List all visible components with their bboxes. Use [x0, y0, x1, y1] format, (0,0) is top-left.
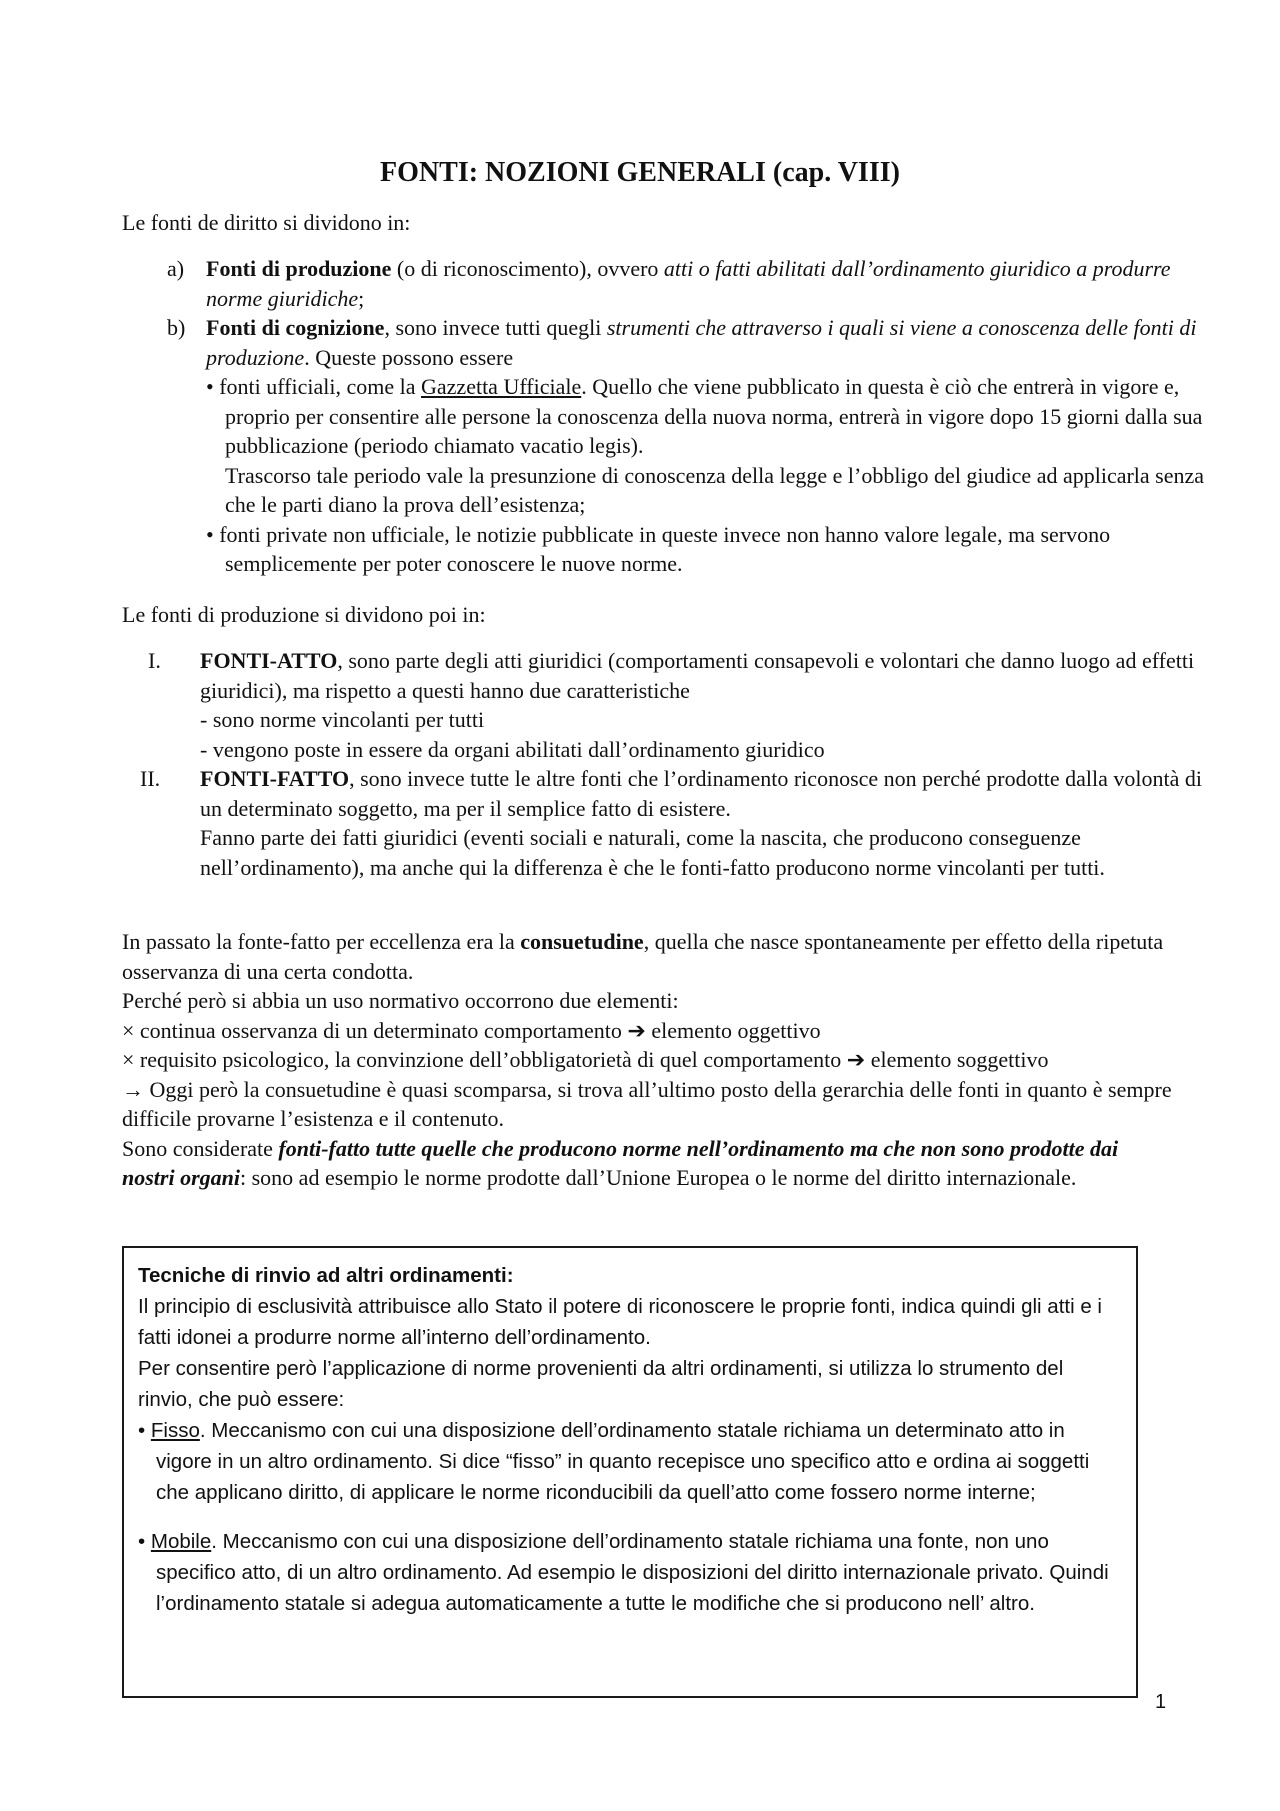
list-marker: I. [148, 648, 161, 673]
bullet-continuation: Trascorso tale periodo vale la presunzione di conoscenza della legge e l’obbligo del giudice ad applicarla senza che le parti diano la prova dell’esistenza; [225, 462, 1205, 517]
element-objective: × continua osservanza di un determinato comportamento ➔ elemento oggettivo [122, 1017, 821, 1043]
text-span: : sono ad esempio le norme prodotte dall’Unione Europea o le norme del diritto internazionale. [240, 1165, 1077, 1190]
text-span: Sono considerate [122, 1135, 279, 1161]
bullet-official-sources [206, 372, 1216, 461]
italic-span: strumenti che attraverso i quali si viene a conoscenza delle fonti di produzione [206, 315, 1197, 370]
text-span: , quella che nasce spontaneamente per effetto della ripetuta osservanza di una certa condotta. [122, 929, 1164, 984]
intro-text-2: Le fonti di produzione si dividono poi in: [122, 602, 486, 627]
bullet-marker: • [138, 1530, 151, 1553]
box-heading: Tecniche di rinvio ad altri ordinamenti: [138, 1264, 514, 1287]
term-bold: FONTI-ATTO [200, 648, 338, 673]
dash-item: - vengono poste in essere da organi abilitati dall’ordinamento giuridico [200, 736, 825, 762]
arrow-note: → Oggi però la consuetudine è quasi scomparsa, si trova all’ultimo posto della gerarchia delle fonti in quanto è sempre difficile provarne l’esistenza e il contenuto. [122, 1076, 1172, 1131]
paragraph-line: Perché però si abbia un uso normativo occorrono due elementi: [122, 988, 679, 1013]
text-span: , sono invece tutti quegli [384, 315, 607, 340]
bullet-fisso [138, 1415, 1123, 1508]
text-span: ; [358, 285, 365, 311]
paragraph-line [122, 1134, 1172, 1193]
box-paragraph: Il principio di esclusività attribuisce allo Stato il potere di riconoscere le proprie fonti, indica quindi gli atti e i fatti idonei a produrre norme all’interno dell’ordinamento. [138, 1295, 1102, 1349]
text-span: • fonti ufficiali, come la [206, 374, 422, 399]
bullet-mobile [138, 1526, 1123, 1619]
term-fisso: Fisso [150, 1419, 200, 1442]
text-span: . Meccanismo con cui una disposizione dell’ordinamento statale richiama un determinato atto in vigore in un altro ordinamento. Si dice “fisso” in quanto recepisce uno specifico atto e ordina ai soggetti che applicano diritto, di applicare le norme riconducibili da quell’atto come fossero norme interne; [156, 1419, 1090, 1504]
page-title: FONTI: NOZIONI GENERALI (cap. VIII) [380, 157, 900, 188]
bold-italic-span: fonti-fatto tutte quelle che producono norme nell’ordinamento ma che non sono prodotte dai nostri organi [122, 1135, 1119, 1190]
text-span: (o di riconoscimento), ovvero [391, 256, 664, 281]
text-span: . Queste possono essere [304, 344, 514, 370]
text-span: . Quello che viene pubblicato in questa è ciò che entrerà in vigore e, proprio per consentire alle persone la conoscenza della nuova norma, entrerà in vigore dopo 15 giorni dalla sua pubblicazione (periodo chiamato vacatio legis). [225, 374, 1203, 458]
term-mobile: Mobile [150, 1530, 212, 1553]
text-span: , sono invece tutte le altre fonti che l’ordinamento riconosce non perché prodotte dalla volontà di un determinato soggetto, ma per il semplice fatto di esistere. [200, 766, 1202, 821]
spacer [138, 1508, 1123, 1526]
page-number: 1 [1155, 1691, 1167, 1713]
bullet-marker: • [138, 1419, 151, 1442]
list-item-text [206, 254, 1216, 313]
list-marker: b) [167, 315, 186, 340]
consuetudine-section [122, 927, 1172, 1193]
rinvio-box [122, 1246, 1138, 1698]
term-bold: Fonti di cognizione [206, 315, 385, 340]
element-subjective: × requisito psicologico, la convinzione dell’obbligatorietà di quel comportamento ➔ elemento soggettivo [122, 1047, 1049, 1072]
dash-item: - sono norme vincolanti per tutti [200, 707, 485, 732]
text-span: In passato la fonte-fatto per eccellenza era la [122, 929, 521, 954]
text-span: . Meccanismo con cui una disposizione dell’ordinamento statale richiama una fonte, non uno specifico atto, di un altro ordinamento. Ad esempio le disposizioni del diritto internazionale privato. Quindi l’ordinamento statale si adegua automaticamente a tutte le modifiche che si producono nell’ altro. [156, 1530, 1109, 1615]
term-bold: consuetudine [520, 929, 644, 954]
list-item-text [200, 646, 1216, 764]
box-paragraph: Per consentire però l’applicazione di norme provenienti da altri ordinamenti, si utilizza lo strumento del rinvio, che può essere: [138, 1357, 1064, 1411]
text-span: , sono parte degli atti giuridici (comportamenti consapevoli e volontari che danno luogo ad effetti giuridici), ma rispetto a questi hanno due caratteristiche [200, 648, 1195, 703]
list-marker: II. [140, 766, 161, 791]
term-bold: FONTI-FATTO [200, 766, 350, 791]
continuation-text: Fanno parte dei fatti giuridici (eventi sociali e naturali, come la nascita, che producono conseguenze nell’ordinamento), ma anche qui la differenza è che le fonti-fatto producono norme vincolanti per tutti. [200, 825, 1105, 880]
term-bold: Fonti di produzione [206, 256, 392, 281]
gazzetta-ufficiale-link: Gazzetta Ufficiale [421, 374, 582, 399]
list-marker: a) [167, 256, 185, 281]
italic-span: atti o fatti abilitati dall’ordinamento giuridico a produrre norme giuridiche [206, 256, 1171, 311]
bullet-private-sources: • fonti private non ufficiale, le notizie pubblicate in queste invece non hanno valore legale, ma servono semplicemente per poter conoscere le nuove norme. [206, 521, 1111, 576]
box-content [138, 1260, 1123, 1619]
list-item-text [200, 764, 1216, 882]
list-item-text [206, 313, 1216, 579]
intro-text: Le fonti de diritto si dividono in: [122, 210, 411, 235]
